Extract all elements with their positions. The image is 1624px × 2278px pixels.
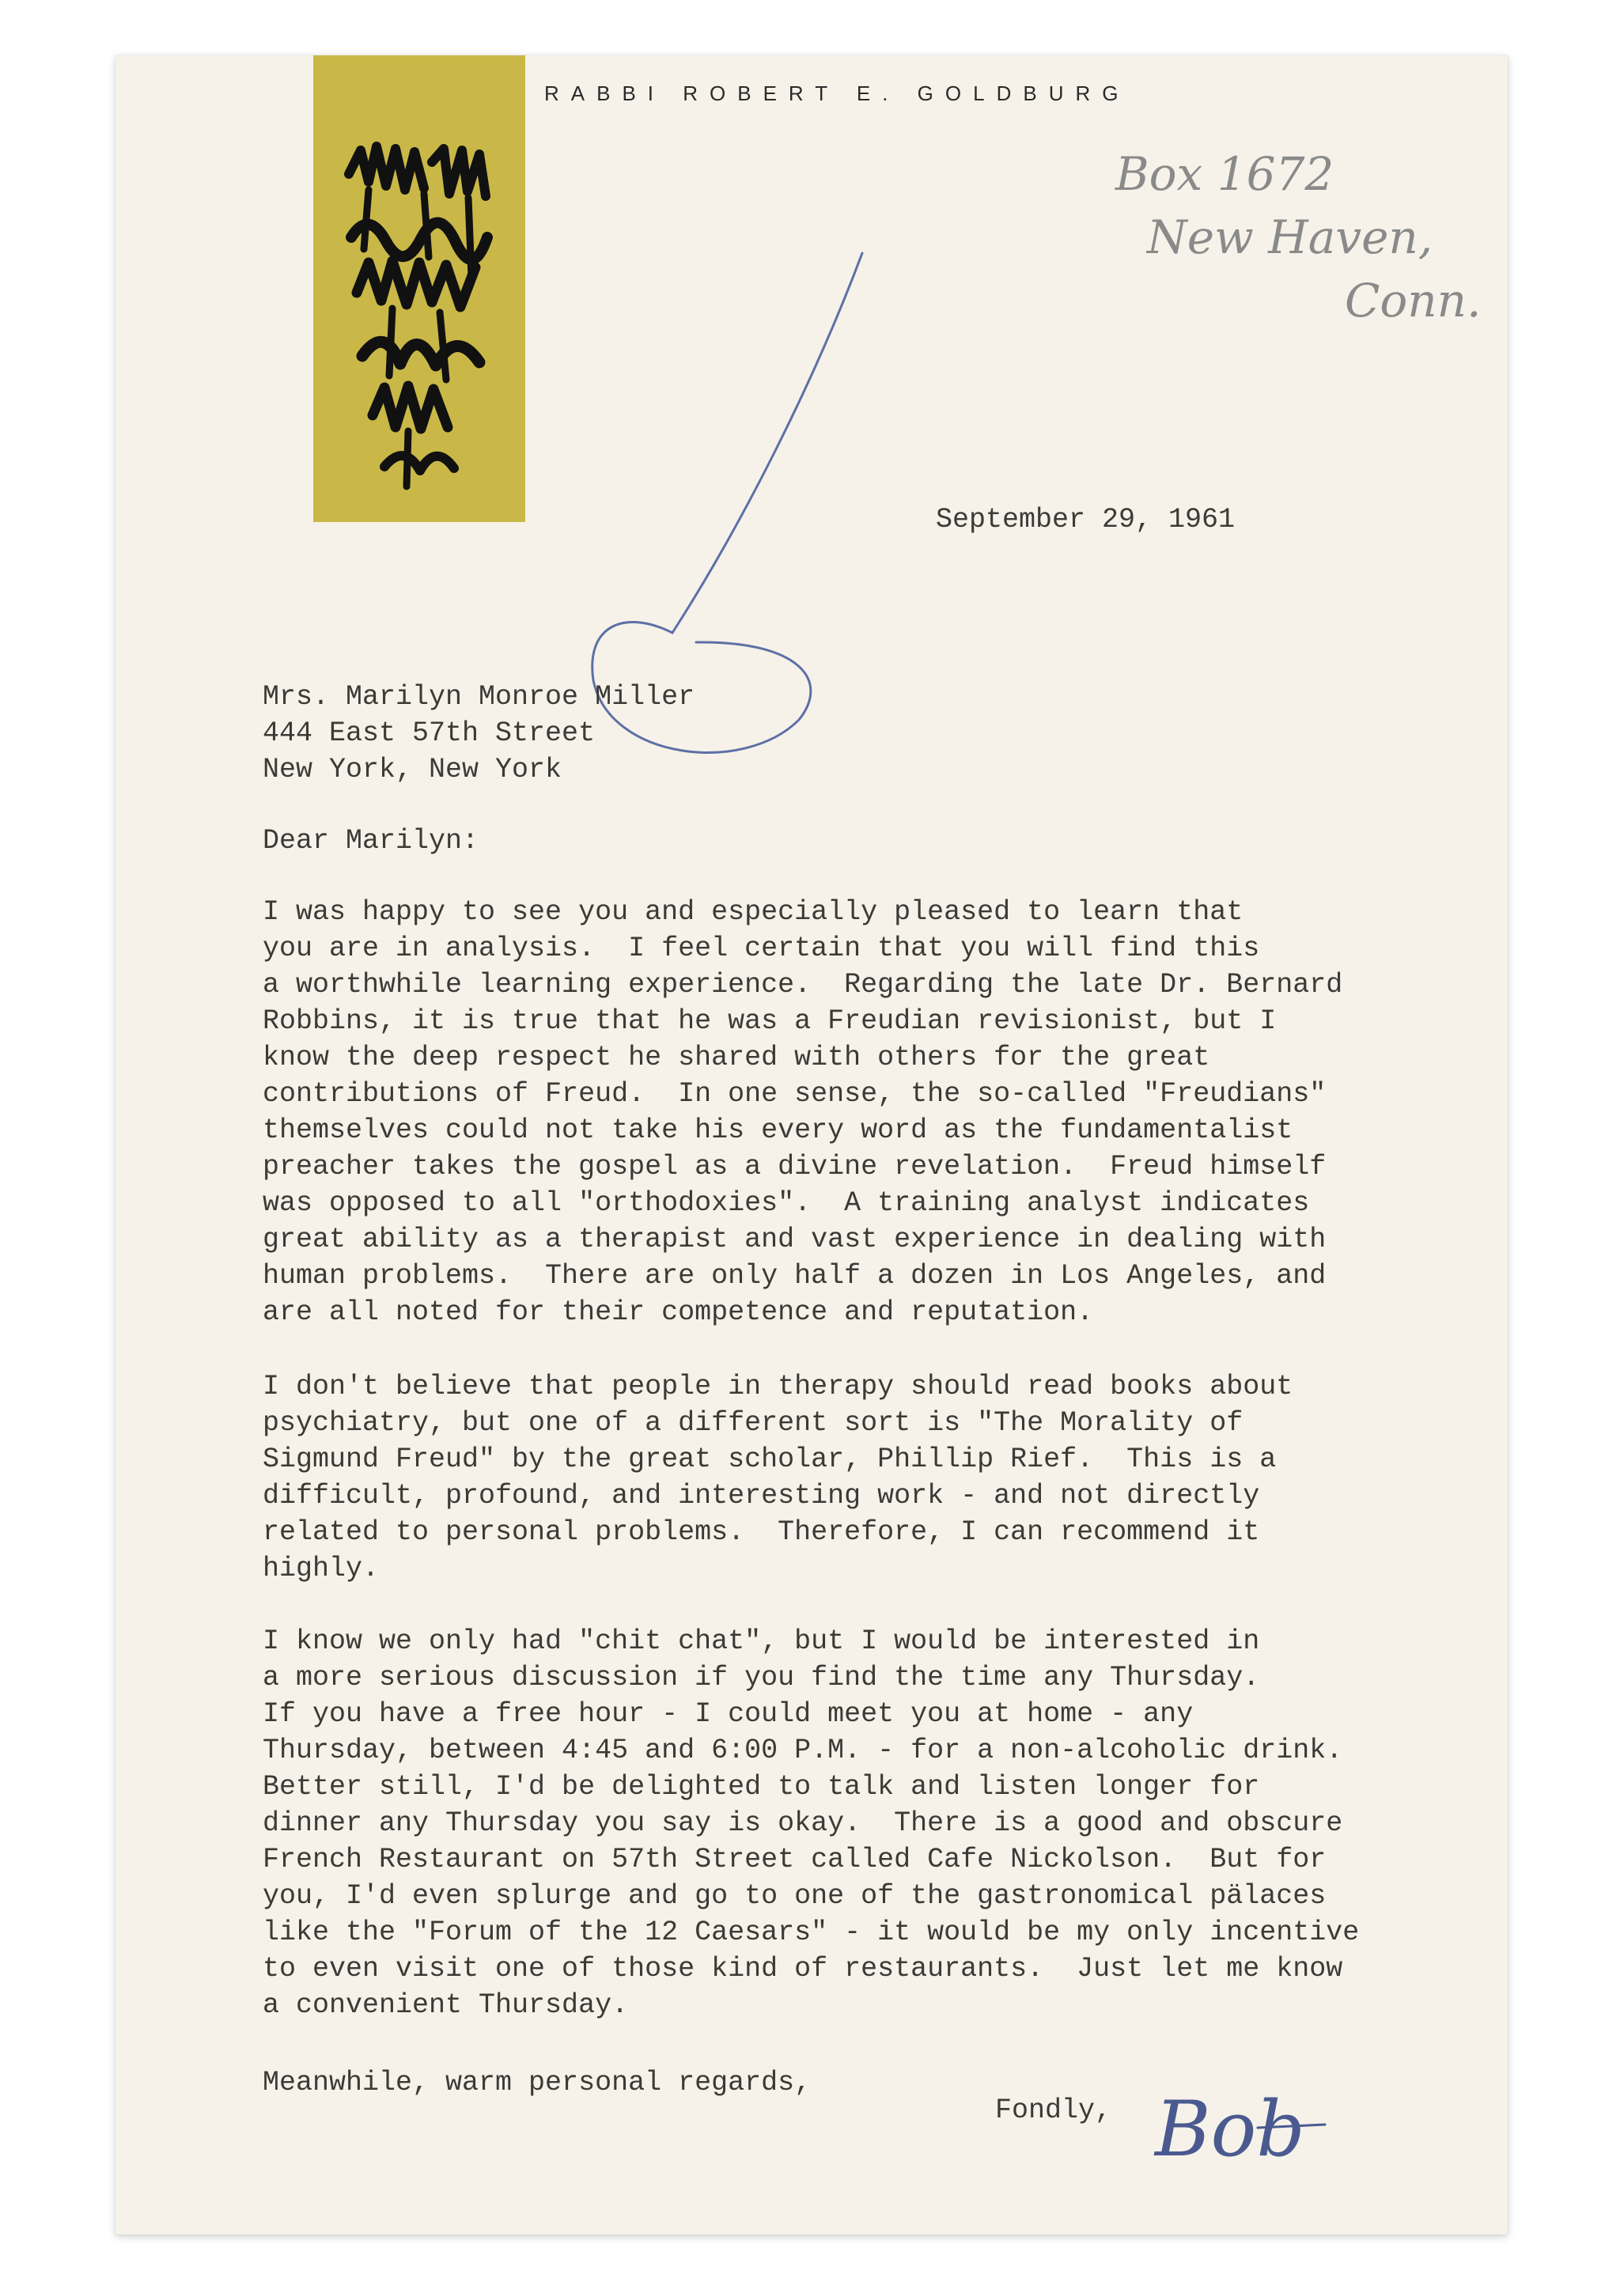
body-line: you, I'd even splurge and go to one of the gastronomical pälaces: [263, 1880, 1327, 1912]
signature-text: Bob: [1155, 2085, 1305, 2174]
signature: [1147, 2072, 1329, 2191]
body-line: are all noted for their competence and reputation.: [263, 1296, 1094, 1328]
body-line: a more serious discussion if you find the time any Thursday.: [263, 1662, 1260, 1693]
closing-line: Meanwhile, warm personal regards,: [263, 2067, 812, 2098]
body-line: French Restaurant on 57th Street called Cafe Nickolson. But for: [263, 1844, 1327, 1875]
body-line: I know we only had "chit chat", but I would be interested in: [263, 1625, 1260, 1657]
body-line: I don't believe that people in therapy should read books about: [263, 1371, 1293, 1402]
hebrew-calligraphy-icon: [313, 55, 525, 522]
body-line: difficult, profound, and interesting work - and not directly: [263, 1480, 1260, 1512]
body-line: human problems. There are only half a dozen in Los Angeles, and: [263, 1260, 1327, 1292]
letterhead-logo: [313, 55, 525, 522]
handwritten-line: Box 1672: [1115, 147, 1334, 201]
body-line: Robbins, it is true that he was a Freudian revisionist, but I: [263, 1005, 1277, 1037]
body-line: like the "Forum of the 12 Caesars" - it would be my only incentive: [263, 1917, 1360, 1948]
body-line: a worthwhile learning experience. Regarding the late Dr. Bernard: [263, 969, 1343, 1001]
body-line: preacher takes the gospel as a divine revelation. Freud himself: [263, 1151, 1327, 1183]
body-line: great ability as a therapist and vast experience in dealing with: [263, 1224, 1327, 1255]
body-line: you are in analysis. I feel certain that you will find this: [263, 933, 1260, 964]
body-line: a convenient Thursday.: [263, 1989, 629, 2021]
signoff: Fondly,: [995, 2094, 1112, 2126]
body-line: themselves could not take his every word as the fundamentalist: [263, 1114, 1293, 1146]
body-line: to even visit one of those kind of restaurants. Just let me know: [263, 1953, 1343, 1985]
body-line: contributions of Freud. In one sense, the so-called "Freudians": [263, 1078, 1327, 1110]
recipient-city: New York, New York: [263, 754, 562, 785]
body-line: If you have a free hour - I could meet you at home - any: [263, 1698, 1194, 1730]
letterhead-name: RABBI ROBERT E. GOLDBURG: [544, 81, 1130, 105]
body-line: psychiatry, but one of a different sort is "The Morality of: [263, 1407, 1244, 1439]
recipient-name: Mrs. Marilyn Monroe Miller: [263, 681, 695, 713]
body-line: Thursday, between 4:45 and 6:00 P.M. - for a non-alcoholic drink.: [263, 1735, 1343, 1766]
handwritten-line: Conn.: [1345, 274, 1482, 327]
body-line: highly.: [263, 1553, 380, 1584]
letter-date: September 29, 1961: [936, 504, 1236, 535]
handwritten-note: [1115, 142, 1495, 332]
handwritten-line: New Haven,: [1147, 210, 1433, 264]
body-paragraph-2: [263, 1368, 1293, 1587]
recipient-address: [263, 679, 695, 788]
body-line: was opposed to all "orthodoxies". A training analyst indicates: [263, 1187, 1310, 1219]
body-line: know the deep respect he shared with others for the great: [263, 1042, 1210, 1073]
salutation: Dear Marilyn:: [263, 825, 479, 857]
body-paragraph-1: [263, 894, 1342, 1330]
body-paragraph-3: [263, 1623, 1359, 2023]
body-line: I was happy to see you and especially pleased to learn that: [263, 896, 1244, 928]
body-line: Sigmund Freud" by the great scholar, Phillip Rief. This is a: [263, 1444, 1277, 1475]
body-line: Better still, I'd be delighted to talk and listen longer for: [263, 1771, 1260, 1803]
body-line: related to personal problems. Therefore, I can recommend it: [263, 1516, 1260, 1548]
body-line: dinner any Thursday you say is okay. There is a good and obscure: [263, 1807, 1343, 1839]
recipient-street: 444 East 57th Street: [263, 717, 596, 749]
